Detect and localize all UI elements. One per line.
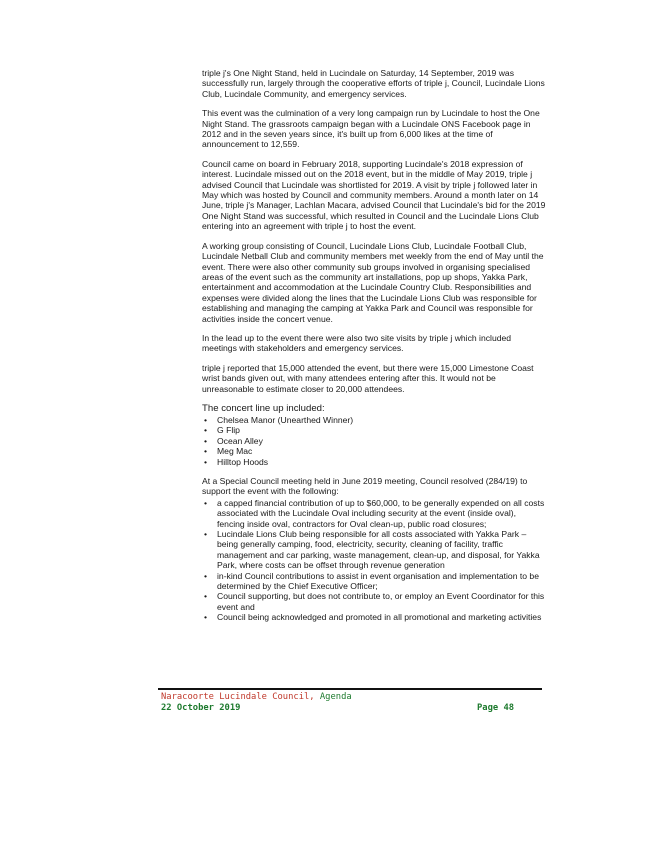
- list-item: [202, 529, 546, 571]
- list-item-text: Ocean Alley: [217, 435, 263, 446]
- list-item: [202, 425, 546, 435]
- list-item: [202, 591, 546, 612]
- bullet-icon: •: [204, 529, 208, 540]
- list-item-text: a capped financial contribution of up to $60,000, to be generally expended on all costs associated with the Lucindale Oval including security at the event (inside oval), fencing inside oval, contractors for Oval clean-up, public road closures;: [217, 497, 545, 529]
- footer-org-row: [161, 692, 541, 703]
- paragraph-campaign: This event was the culmination of a very long campaign run by Lucindale to host the One Night Stand. The grassroots campaign began with a Lucindale ONS Facebook page in 2012 and in the seven years since, it's built up from 6,000 likes at the time of announcement to 12,559.: [202, 108, 540, 150]
- resolution-list: [202, 498, 546, 623]
- bullet-icon: •: [204, 435, 208, 446]
- paragraph-resolution-intro: At a Special Council meeting held in June 2019 meeting, Council resolved (284/19) to support the event with the following:: [202, 476, 528, 497]
- list-item-text: Hilltop Hoods: [217, 456, 269, 467]
- list-item: [202, 612, 546, 622]
- footer-doc-type: Agenda: [319, 692, 352, 702]
- list-item-text: Council supporting, but does not contribute to, or employ an Event Coordinator for this event and: [217, 591, 545, 612]
- list-item-text: Lucindale Lions Club being responsible for all costs associated with Yakka Park – being generally camping, food, electricity, security, cleaning of facility, traffic management and car parking, waste management, clean-up, and disposal, for Yakka Park, where costs can be offset through revenue generation: [217, 529, 540, 571]
- paragraph-working-group: A working group consisting of Council, Lucindale Lions Club, Lucindale Football Club, Lucindale Netball Club and community members met weekly from the end of May until the event. There were also other community sub groups involved in organising specialised areas of the event such as the community art installations, pop up shops, Yakka Park, entertainment and accommodation at the Lucindale Country Club. Responsibilities and expenses were divided along the lines that the Lucindale Lions Club was responsible for establishing and managing the camping at Yakka Park and Council was responsible for activities inside the concert venue.: [202, 240, 544, 324]
- bullet-icon: •: [204, 446, 208, 457]
- list-item-text: Council being acknowledged and promoted in all promotional and marketing activities: [217, 612, 542, 623]
- lineup-heading: The concert line up included:: [202, 402, 325, 414]
- bullet-icon: •: [204, 425, 208, 436]
- paragraph-attendance: triple j reported that 15,000 attended the event, but there were 15,000 Limestone Coast wrist bands given out, with many attendees entering after this. It would not be unreasonable to estimate closer to 20,000 attendees.: [202, 362, 534, 394]
- list-item-text: in-kind Council contributions to assist in event organisation and implementation to be determined by the Chief Executive Officer;: [217, 570, 539, 592]
- bullet-icon: •: [204, 570, 208, 581]
- list-item: [202, 571, 546, 592]
- footer-divider: [158, 688, 542, 690]
- list-item-text: G Flip: [217, 425, 240, 436]
- bullet-icon: •: [204, 456, 208, 467]
- page-number: Page 48: [477, 703, 515, 713]
- footer-date-row: [161, 703, 541, 714]
- list-item: [202, 498, 546, 529]
- lineup-list: [202, 415, 546, 467]
- bullet-icon: •: [204, 591, 208, 602]
- paragraph-council-involvement: Council came on board in February 2018, supporting Lucindale's 2018 expression of interest. Lucindale missed out on the 2018 event, but in the middle of May 2019, triple j advised Council that Lucindale was shortlisted for 2019. A visit by triple j followed later in May which was hosted by Council and community members. Around a month later on 14 June, triple j's Manager, Lachlan Macara, advised Council that Lucindale's bid for the 2019 One Night Stand was successful, which resulted in Council and the Lucindale Lions Club entering into an agreement with triple j to host the event.: [202, 158, 546, 232]
- footer-organisation: Naracoorte Lucindale Council,: [161, 692, 315, 702]
- bullet-icon: •: [204, 612, 208, 623]
- footer-date: 22 October 2019: [161, 703, 241, 713]
- document-body: [202, 68, 546, 632]
- bullet-icon: •: [204, 414, 208, 425]
- list-item-text: Meg Mac: [217, 446, 253, 457]
- paragraph-site-visits: In the lead up to the event there were also two site visits by triple j which included meetings with stakeholders and emergency services.: [202, 332, 512, 354]
- list-item: [202, 446, 546, 456]
- list-item-text: Chelsea Manor (Unearthed Winner): [217, 414, 354, 425]
- page-footer: [161, 692, 541, 714]
- paragraph-intro: triple j's One Night Stand, held in Lucindale on Saturday, 14 September, 2019 was successfully run, largely through the cooperative efforts of triple j, Council, Lucindale Lions Club, Lucindale Community, and emergency services.: [202, 68, 545, 99]
- bullet-icon: •: [204, 497, 208, 508]
- list-item: [202, 457, 546, 467]
- list-item: [202, 436, 546, 446]
- list-item: [202, 415, 546, 425]
